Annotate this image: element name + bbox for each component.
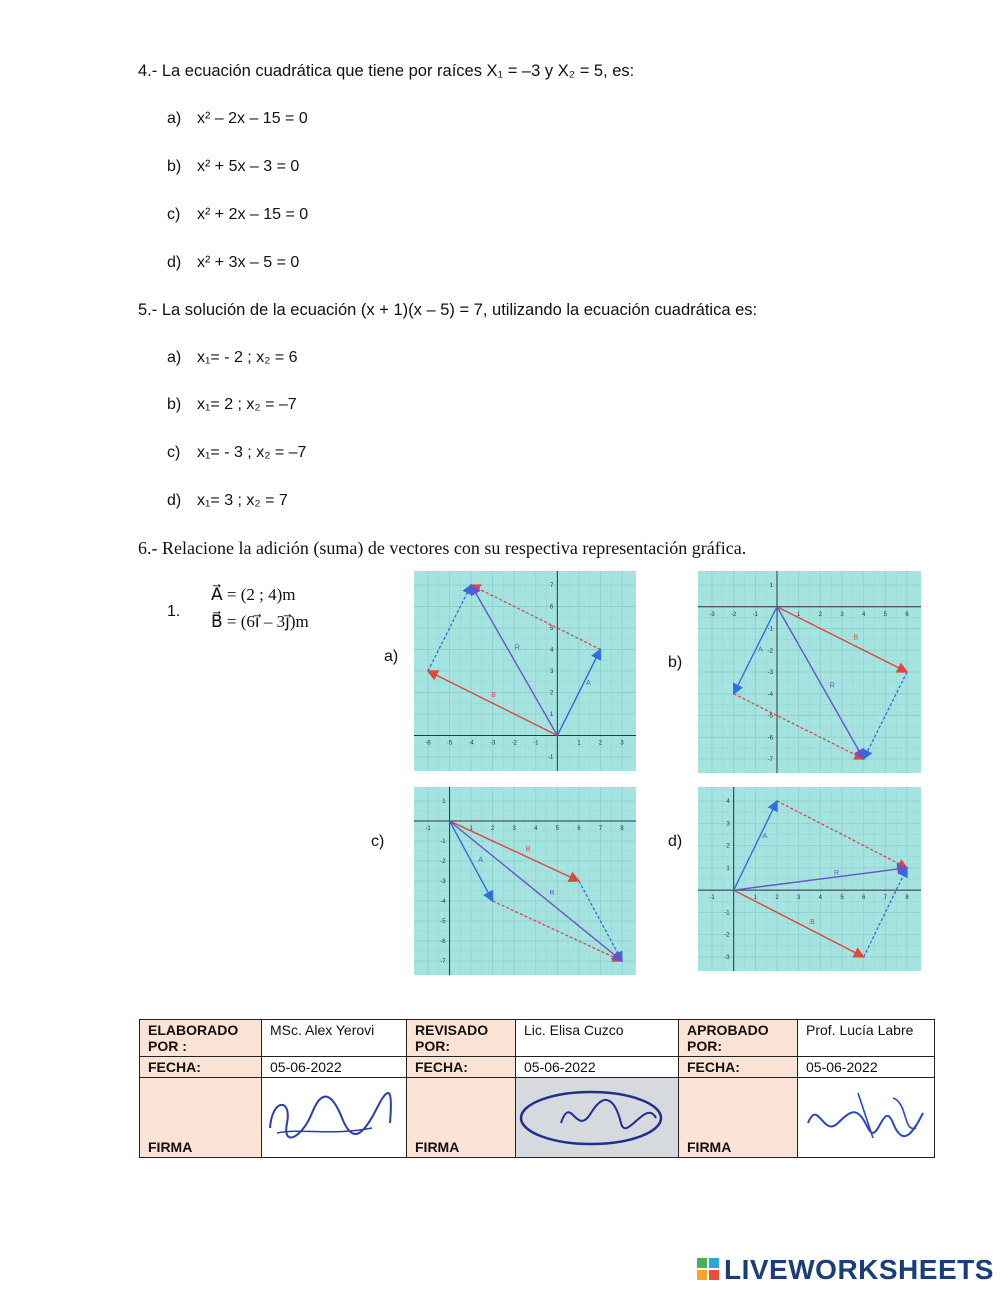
signature-image-2 — [516, 1078, 676, 1154]
firma-label-2: FIRMA — [407, 1078, 516, 1158]
fecha-value-1: 05-06-2022 — [262, 1057, 407, 1078]
y-tick-label: -7 — [767, 757, 773, 763]
vector-r-label: R — [834, 869, 840, 877]
elaborado-name: MSc. Alex Yerovi — [262, 1020, 407, 1057]
x-tick-label: -2 — [730, 611, 737, 618]
q4-option-c[interactable] — [167, 206, 308, 224]
option-label: c) — [167, 444, 181, 461]
vector-r-label: R — [829, 682, 835, 690]
fecha-label-3: FECHA: — [679, 1057, 798, 1078]
x-tick-label: -3 — [489, 740, 496, 747]
y-tick-label: 7 — [549, 583, 554, 589]
vector-b-definition: B⃗ = (6i⃗ – 3j⃗)m — [211, 612, 309, 631]
fecha-value-3: 05-06-2022 — [798, 1057, 935, 1078]
signature-3 — [798, 1078, 935, 1158]
vector-b-label: B — [491, 692, 496, 700]
y-tick-label: -1 — [724, 910, 730, 917]
x-tick-label: 4 — [861, 611, 866, 618]
x-tick-label: 4 — [818, 895, 823, 902]
liveworksheets-logo-icon — [697, 1258, 719, 1280]
vector-a-label: A — [478, 857, 483, 864]
vector-graph-c[interactable] — [414, 787, 636, 975]
x-tick-label: 6 — [861, 895, 866, 902]
x-tick-label: 1 — [753, 895, 758, 902]
q6-item-number: 1. — [167, 603, 181, 620]
option-label: b) — [167, 396, 182, 413]
signature-2 — [516, 1078, 679, 1158]
option-text: x₁= 3 ; x₂ = 7 — [197, 492, 288, 509]
x-tick-label: 4 — [534, 826, 538, 832]
option-text: x₁= - 2 ; x₂ = 6 — [197, 349, 298, 366]
x-tick-label: -4 — [468, 740, 474, 747]
x-tick-label: 7 — [598, 826, 603, 832]
x-tick-label: 2 — [490, 826, 495, 832]
vector-b-label: B — [853, 634, 859, 642]
x-tick-label: 7 — [883, 895, 888, 902]
liveworksheets-brand: LIVEWORKSHEETS — [724, 1254, 994, 1285]
option-label: a) — [167, 349, 182, 366]
option-label: c) — [167, 206, 181, 223]
vector-graph-d[interactable] — [698, 787, 921, 971]
x-tick-label: 3 — [512, 826, 516, 832]
q4-option-d[interactable] — [167, 254, 299, 272]
q5-option-d[interactable] — [167, 492, 288, 510]
aprobado-name: Prof. Lucía Labre — [798, 1020, 935, 1057]
signature-1 — [262, 1078, 407, 1158]
y-tick-label: -5 — [767, 713, 773, 720]
firma-label-1: FIRMA — [140, 1078, 262, 1158]
firma-label-3: FIRMA — [679, 1078, 798, 1158]
signature-image-1 — [262, 1078, 402, 1154]
y-tick-label: -2 — [440, 859, 446, 865]
y-tick-label: 4 — [726, 799, 730, 805]
x-tick-label: 1 — [469, 826, 473, 832]
vector-r-label: R — [514, 644, 520, 652]
x-tick-label: -3 — [709, 611, 715, 618]
signature-table — [139, 1019, 935, 1158]
option-text: x² + 5x – 3 = 0 — [197, 158, 300, 175]
question-5-stem: 5.- La solución de la ecuación (x + 1)(x – 5) = 7, utilizando la ecuación cuadrática es: — [138, 301, 758, 319]
y-tick-label: 2 — [726, 843, 730, 850]
x-tick-label: 6 — [577, 826, 581, 832]
x-tick-label: 2 — [775, 895, 779, 902]
q5-option-a[interactable] — [167, 349, 298, 367]
y-tick-label: -2 — [724, 932, 730, 939]
option-label: d) — [167, 492, 182, 509]
y-tick-label: 1 — [769, 583, 773, 589]
y-tick-label: -7 — [440, 959, 446, 965]
option-label: d) — [167, 254, 182, 271]
vector-b-label: B — [810, 918, 815, 926]
vector-graph-b[interactable] — [698, 571, 921, 773]
y-tick-label: 3 — [549, 669, 554, 675]
y-tick-label: -6 — [440, 939, 446, 945]
y-tick-label: -1 — [440, 839, 446, 845]
x-tick-label: 3 — [840, 611, 844, 618]
fecha-label-2: FECHA: — [407, 1057, 516, 1078]
x-tick-label: 6 — [905, 611, 909, 618]
y-tick-label: 1 — [549, 712, 554, 718]
option-label: b) — [167, 158, 182, 175]
option-text: x² + 2x – 15 = 0 — [197, 206, 309, 223]
x-tick-label: 2 — [598, 740, 603, 747]
x-tick-label: 5 — [555, 826, 560, 832]
graph-d-label: d) — [668, 833, 683, 850]
x-tick-label: 3 — [620, 740, 624, 747]
q4-option-b[interactable] — [167, 158, 299, 176]
vector-a-label: A — [758, 646, 763, 654]
graph-a-label: a) — [384, 648, 399, 665]
y-tick-label: -4 — [767, 691, 773, 698]
option-text: x₁= 2 ; x₂ = –7 — [197, 396, 297, 413]
option-label: a) — [167, 110, 182, 127]
x-tick-label: -1 — [425, 826, 431, 832]
graph-c-label: c) — [371, 833, 385, 850]
option-text: x² + 3x – 5 = 0 — [197, 254, 300, 271]
vector-b-label: B — [525, 846, 531, 853]
fecha-value-2: 05-06-2022 — [516, 1057, 679, 1078]
y-tick-label: -3 — [767, 670, 773, 676]
x-tick-label: 8 — [620, 826, 624, 832]
vector-r-label: R — [549, 890, 555, 897]
y-tick-label: -4 — [440, 899, 446, 905]
revisado-label: REVISADO POR: — [407, 1020, 516, 1057]
question-6-stem: 6.- Relacione la adición (suma) de vectores con su respectiva representación gráfica. — [138, 538, 747, 558]
aprobado-label: APROBADO POR: — [679, 1020, 798, 1057]
question-4-stem: 4.- La ecuación cuadrática que tiene por raíces X₁ = –3 y X₂ = 5, es: — [138, 62, 635, 80]
y-tick-label: 1 — [442, 799, 446, 805]
y-tick-label: 1 — [726, 865, 730, 872]
y-tick-label: -1 — [547, 755, 554, 761]
vector-a-definition: A⃗ = (2 ; 4)m — [211, 585, 296, 604]
x-tick-label: 5 — [840, 895, 844, 902]
fecha-label-1: FECHA: — [140, 1057, 262, 1078]
y-tick-label: -6 — [767, 735, 773, 742]
elaborado-label: ELABORADO POR : — [140, 1020, 262, 1057]
option-text: x² – 2x – 15 = 0 — [197, 110, 308, 127]
x-tick-label: 8 — [905, 895, 909, 902]
y-tick-label: 5 — [549, 626, 554, 632]
vector-a-label: A — [762, 833, 768, 841]
q5-option-b[interactable] — [167, 396, 297, 414]
vector-a-label: A — [586, 680, 591, 688]
x-tick-label: -1 — [709, 895, 715, 902]
x-tick-label: 2 — [818, 611, 823, 618]
y-tick-label: -5 — [440, 919, 446, 925]
x-tick-label: 5 — [883, 611, 888, 618]
x-tick-label: -5 — [446, 740, 453, 747]
revisado-name: Lic. Elisa Cuzco — [516, 1020, 679, 1057]
vector-graph-a[interactable] — [414, 571, 636, 771]
x-tick-label: -6 — [425, 740, 431, 747]
x-tick-label: -1 — [533, 740, 539, 747]
y-tick-label: 4 — [549, 647, 554, 654]
y-tick-label: -1 — [767, 626, 773, 633]
x-tick-label: -2 — [511, 740, 517, 747]
x-tick-label: 1 — [577, 740, 581, 747]
x-tick-label: 3 — [796, 895, 801, 902]
x-tick-label: -1 — [752, 611, 759, 618]
y-tick-label: -3 — [724, 955, 730, 961]
y-tick-label: -3 — [440, 879, 446, 885]
y-tick-label: 2 — [549, 690, 554, 697]
y-tick-label: 6 — [549, 604, 554, 611]
x-tick-label: 1 — [796, 611, 801, 618]
q5-option-c[interactable] — [167, 444, 306, 462]
y-tick-label: 3 — [726, 821, 730, 828]
y-tick-label: -2 — [767, 648, 773, 655]
graph-b-label: b) — [668, 654, 683, 671]
option-text: x₁= - 3 ; x₂ = –7 — [197, 444, 307, 461]
q4-option-a[interactable] — [167, 110, 308, 128]
signature-image-3 — [798, 1078, 933, 1154]
